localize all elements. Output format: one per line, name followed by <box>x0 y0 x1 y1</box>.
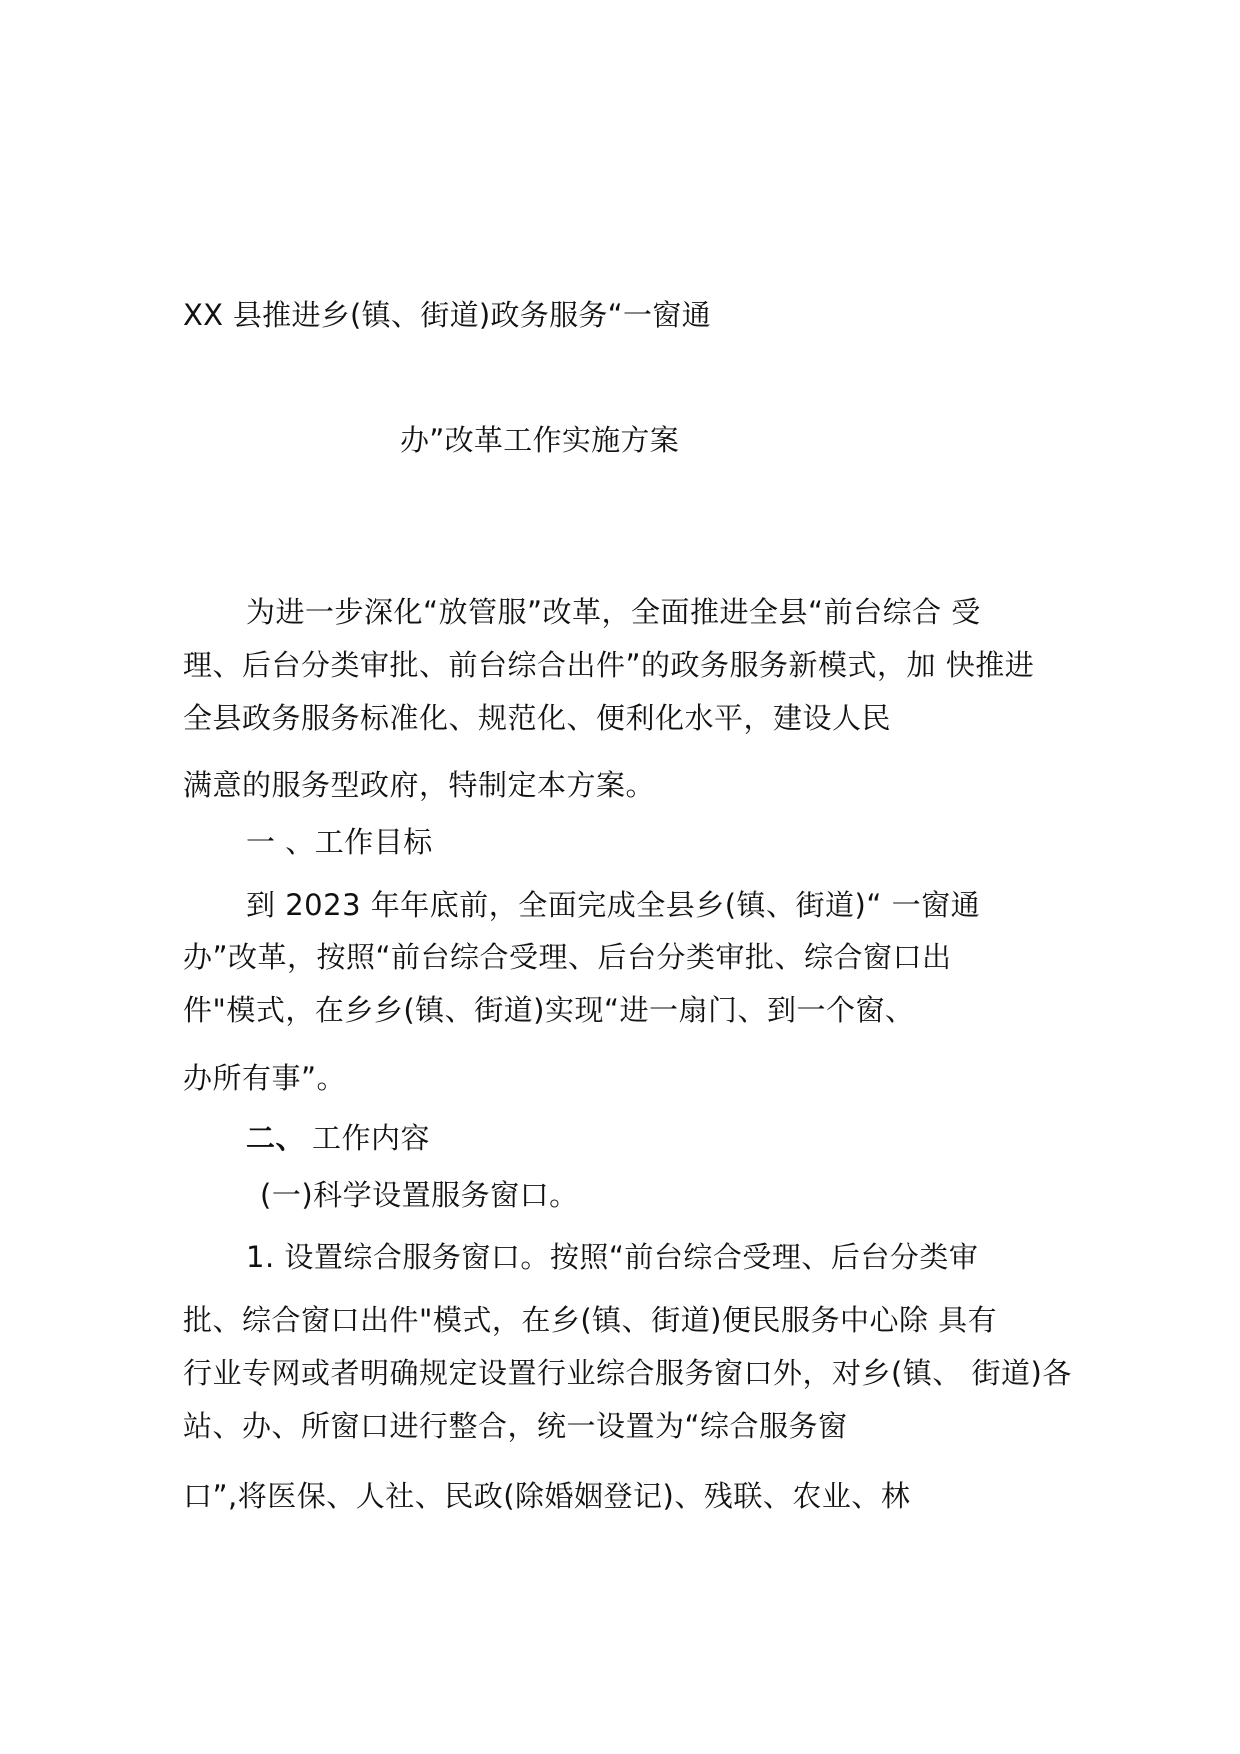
section-1-line-3: 件"模式，在乡乡(镇、街道)实现“进一扇门、到一个窗、 <box>183 993 915 1027</box>
document-title-line-2: 办”改革工作实施方案 <box>400 423 680 457</box>
section-1-line-2: 办”改革，按照“前台综合受理、后台分类审批、综合窗口出 <box>183 940 952 974</box>
section-2-subheading-1: (一)科学设置服务窗口。 <box>260 1178 579 1212</box>
document-title-line-1: XX 县推进乡(镇、街道)政务服务“一窗通 <box>183 298 711 332</box>
item-1-line-1: 1. 设置综合服务窗口。按照“前台综合受理、后台分类审 <box>246 1240 979 1274</box>
item-1-line-5: 口”,将医保、人社、民政(除婚姻登记)、残联、农业、林 <box>183 1479 911 1513</box>
section-1-line-1: 到 2023 年年底前，全面完成全县乡(镇、街道)“ 一窗通 <box>246 888 981 922</box>
section-2-heading-number: 二、 <box>246 1121 306 1155</box>
intro-line-1: 为进一步深化“放管服”改革，全面推进全县“前台综合 受 <box>246 595 981 629</box>
item-1-line-2: 批、综合窗口出件"模式，在乡(镇、街道)便民服务中心除 具有 <box>183 1303 998 1337</box>
intro-line-3: 全县政务服务标准化、规范化、便利化水平，建设人民 <box>183 701 892 735</box>
section-1-line-4: 办所有事”。 <box>183 1061 347 1095</box>
intro-line-4: 满意的服务型政府，特制定本方案。 <box>183 768 656 802</box>
item-1-line-3: 行业专网或者明确规定设置行业综合服务窗口外，对乡(镇、 街道)各 <box>183 1356 1072 1390</box>
intro-line-2: 理、后台分类审批、前台综合出件”的政务服务新模式，加 快推进 <box>183 648 1035 682</box>
item-1-line-4: 站、办、所窗口进行整合，统一设置为“综合服务窗 <box>183 1409 848 1443</box>
section-2-heading-text: 工作内容 <box>312 1121 431 1155</box>
section-1-heading: 一 、工作目标 <box>246 825 433 859</box>
